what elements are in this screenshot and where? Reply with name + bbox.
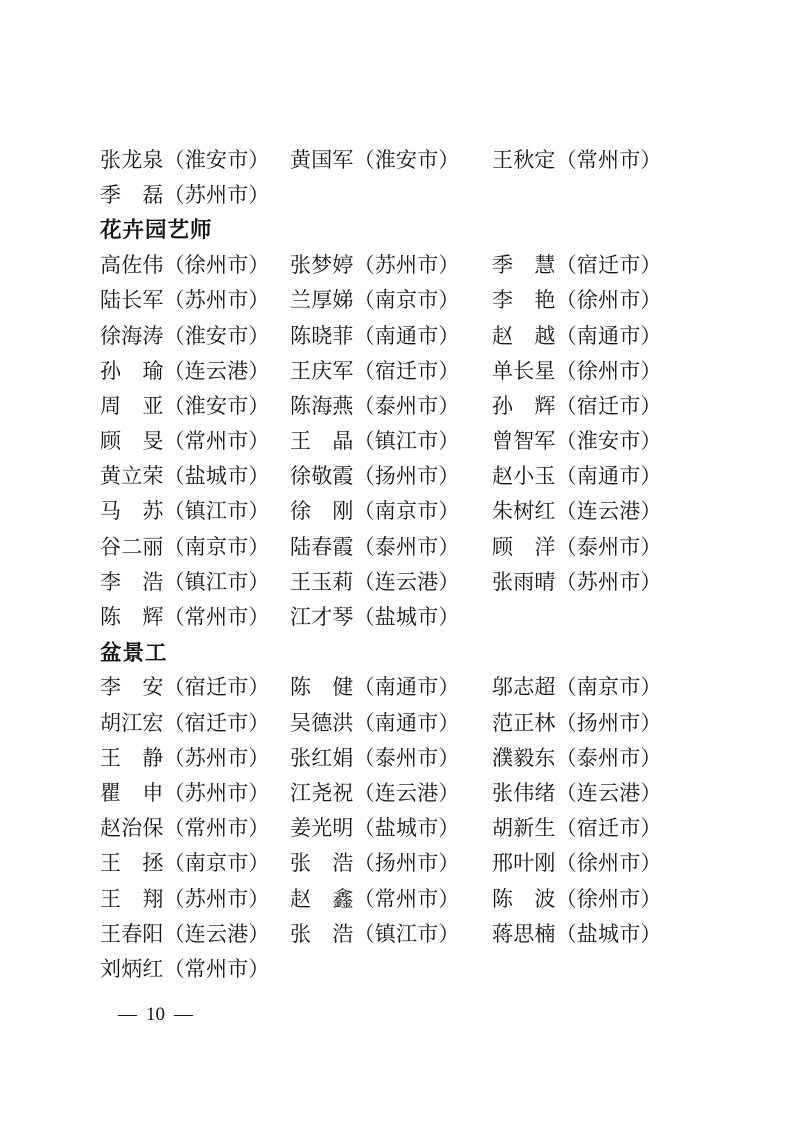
person-entry: 范正林（扬州市） xyxy=(492,710,662,735)
name-list-row xyxy=(100,774,700,809)
person-entry: 王 晶（镇江市） xyxy=(290,429,460,454)
person-entry: 赵 鑫（常州市） xyxy=(290,886,460,911)
person-entry: 陈 辉（常州市） xyxy=(100,605,270,630)
person-entry: 兰厚娣（南京市） xyxy=(290,288,460,313)
name-list-row xyxy=(100,669,700,704)
person-entry: 季 慧（宿迁市） xyxy=(492,253,662,278)
person-entry: 李 安（宿迁市） xyxy=(100,675,270,700)
footer-dash-left: — xyxy=(118,1004,137,1025)
name-list-row xyxy=(100,845,700,880)
person-entry: 邬志超（南京市） xyxy=(492,675,662,700)
person-entry: 江尧祝（连云港） xyxy=(290,780,460,805)
page-footer xyxy=(118,1004,193,1026)
person-entry: 王春阳（连云港） xyxy=(100,921,270,946)
name-list-row xyxy=(100,352,700,387)
person-entry: 胡新生（宿迁市） xyxy=(492,816,662,841)
person-entry: 胡江宏（宿迁市） xyxy=(100,710,270,735)
name-list-row xyxy=(100,704,700,739)
person-entry: 徐海涛（淮安市） xyxy=(100,323,270,348)
person-entry: 朱树红（连云港） xyxy=(492,499,662,524)
person-entry: 张伟绪（连云港） xyxy=(492,780,662,805)
person-entry: 江才琴（盐城市） xyxy=(290,605,460,630)
footer-dash-right: — xyxy=(174,1004,193,1025)
person-entry: 顾 洋（泰州市） xyxy=(492,534,662,559)
person-entry: 瞿 申（苏州市） xyxy=(100,780,270,805)
person-entry: 陆春霞（泰州市） xyxy=(290,534,460,559)
person-entry: 徐敬霞（扬州市） xyxy=(290,464,460,489)
name-list-row xyxy=(100,247,700,282)
person-entry: 王 翔（苏州市） xyxy=(100,886,270,911)
name-list-content xyxy=(100,141,700,986)
person-entry: 邢叶刚（徐州市） xyxy=(492,851,662,876)
person-entry: 王庆军（宿迁市） xyxy=(290,358,460,383)
person-entry: 濮毅东（泰州市） xyxy=(492,745,662,770)
person-entry: 曾智军（淮安市） xyxy=(492,429,662,454)
person-entry: 张 浩（扬州市） xyxy=(290,851,460,876)
person-entry: 张龙泉（淮安市） xyxy=(100,147,270,172)
person-entry: 张 浩（镇江市） xyxy=(290,921,460,946)
name-list-row xyxy=(100,810,700,845)
name-list-row xyxy=(100,739,700,774)
person-entry: 李 浩（镇江市） xyxy=(100,569,270,594)
person-entry: 陆长军（苏州市） xyxy=(100,288,270,313)
person-entry: 姜光明（盐城市） xyxy=(290,816,460,841)
person-entry: 王秋定（常州市） xyxy=(492,147,662,172)
person-entry: 王 拯（南京市） xyxy=(100,851,270,876)
person-entry: 陈晓菲（南通市） xyxy=(290,323,460,348)
person-entry: 刘炳红（常州市） xyxy=(100,956,270,981)
person-entry: 谷二丽（南京市） xyxy=(100,534,270,559)
person-entry: 孙 瑜（连云港） xyxy=(100,358,270,383)
person-entry: 高佐伟（徐州市） xyxy=(100,253,270,278)
person-entry: 周 亚（淮安市） xyxy=(100,393,270,418)
name-list-row xyxy=(100,563,700,598)
page-number: 10 xyxy=(146,1004,165,1025)
person-entry: 赵治保（常州市） xyxy=(100,816,270,841)
name-list-row xyxy=(100,176,700,211)
person-entry: 赵小玉（南通市） xyxy=(492,464,662,489)
name-list-row xyxy=(100,141,700,176)
person-entry: 陈 波（徐州市） xyxy=(492,886,662,911)
person-entry: 单长星（徐州市） xyxy=(492,358,662,383)
name-list-row xyxy=(100,880,700,915)
name-list-row xyxy=(100,423,700,458)
name-list-row xyxy=(100,458,700,493)
name-list-row xyxy=(100,528,700,563)
name-list-row xyxy=(100,387,700,422)
person-entry: 王 静（苏州市） xyxy=(100,745,270,770)
name-list-row xyxy=(100,950,700,985)
section-heading-horticulturist: 花卉园艺师 xyxy=(100,218,213,243)
name-list-row xyxy=(100,282,700,317)
person-entry: 孙 辉（宿迁市） xyxy=(492,393,662,418)
person-entry: 蒋思楠（盐城市） xyxy=(492,921,662,946)
person-entry: 张梦婷（苏州市） xyxy=(290,253,460,278)
name-list-row xyxy=(100,598,700,633)
person-entry: 季 磊（苏州市） xyxy=(100,182,270,207)
name-list-row xyxy=(100,915,700,950)
section-heading-bonsai-worker: 盆景工 xyxy=(100,640,168,665)
person-entry: 黄国军（淮安市） xyxy=(290,147,460,172)
person-entry: 李 艳（徐州市） xyxy=(492,288,662,313)
person-entry: 王玉莉（连云港） xyxy=(290,569,460,594)
person-entry: 陈海燕（泰州市） xyxy=(290,393,460,418)
person-entry: 吴德洪（南通市） xyxy=(290,710,460,735)
person-entry: 徐 刚（南京市） xyxy=(290,499,460,524)
person-entry: 黄立荣（盐城市） xyxy=(100,464,270,489)
person-entry: 顾 旻（常州市） xyxy=(100,429,270,454)
name-list-row xyxy=(100,317,700,352)
person-entry: 陈 健（南通市） xyxy=(290,675,460,700)
person-entry: 张红娟（泰州市） xyxy=(290,745,460,770)
person-entry: 赵 越（南通市） xyxy=(492,323,662,348)
person-entry: 马 苏（镇江市） xyxy=(100,499,270,524)
name-list-row xyxy=(100,493,700,528)
person-entry: 张雨晴（苏州市） xyxy=(492,569,662,594)
